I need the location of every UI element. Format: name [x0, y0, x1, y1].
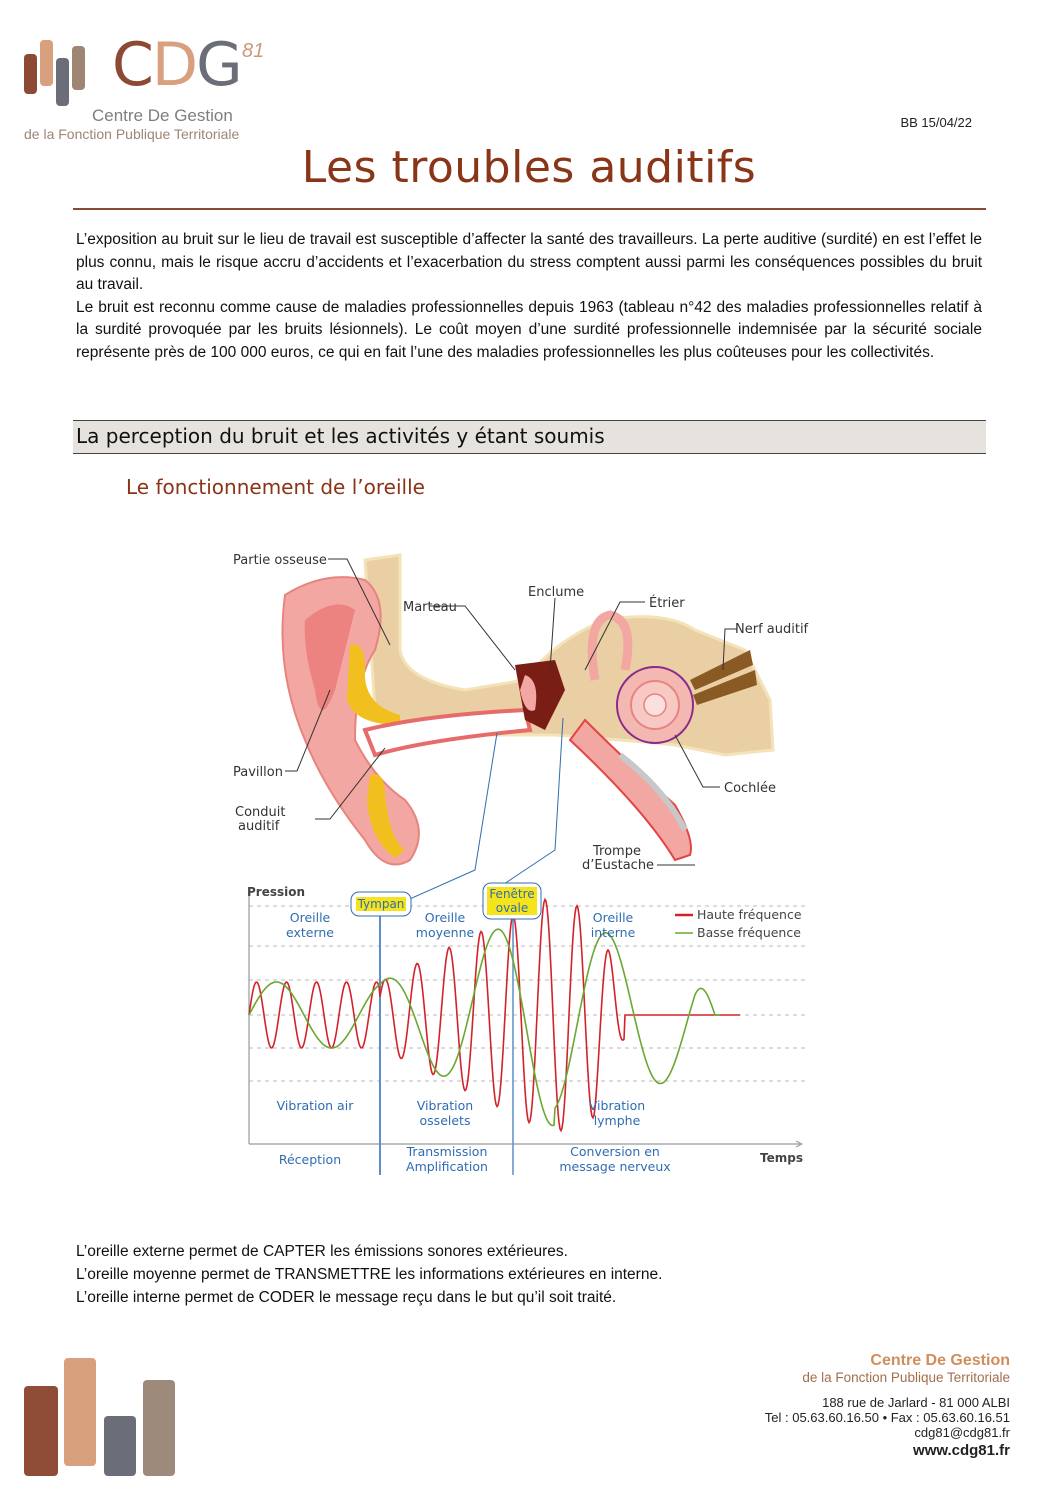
fenetre-label-2: ovale [495, 901, 529, 915]
phase-conversion-2: message nerveux [559, 1159, 671, 1174]
label-cochlee: Cochlée [724, 781, 777, 796]
logo-wordmark: CDG [112, 30, 241, 100]
logo-number: 81 [242, 40, 265, 62]
label-pavillon: Pavillon [233, 765, 283, 780]
zone-interne-2: interne [590, 925, 636, 940]
legend-haute-frequence: Haute fréquence [697, 907, 802, 922]
page-title: Les troubles auditifs [301, 142, 757, 193]
ear-illustration [233, 553, 809, 910]
section-heading: La perception du bruit et les activités y étant soumis [76, 424, 605, 448]
zone-interne-1: Oreille [592, 910, 634, 925]
logo-line-2: de la Fonction Publique Territoriale [24, 126, 240, 142]
section-heading-bar [73, 420, 986, 454]
intro-text [76, 229, 982, 365]
summary-line-3: L’oreille interne permet de CODER le message reçu dans le but qu’il soit traité. [76, 1289, 617, 1306]
vibration-externe: Vibration air [276, 1098, 354, 1113]
logo-bar-3 [56, 58, 69, 106]
footer-bar-4 [143, 1380, 175, 1476]
vibration-moyenne-1: Vibration [416, 1098, 474, 1113]
zone-externe-2: externe [286, 925, 334, 940]
intro-paragraph-1: L’exposition au bruit sur le lieu de travail est susceptible d’affecter la santé des travailleurs. La perte auditive (surdité) en est l’effet le plus connu, mais le risque accru d’accidents et l’exacerbation du stress comptent aussi parmi les conséquences possibles du bruit au travail. [76, 231, 982, 294]
footer-contact [765, 1352, 1010, 1459]
label-partie-osseuse: Partie osseuse [233, 553, 327, 568]
phase-reception: Réception [278, 1152, 342, 1167]
ear-summary [76, 1240, 662, 1309]
footer-org-subtitle: de la Fonction Publique Territoriale [802, 1370, 1010, 1385]
vibration-interne-1: Vibration [588, 1098, 646, 1113]
footer-website[interactable]: www.cdg81.fr [913, 1442, 1010, 1459]
document-reference: BB 15/04/22 [900, 115, 972, 130]
title-divider [73, 208, 986, 210]
ear-function-figure [225, 540, 815, 1180]
label-nerf-auditif: Nerf auditif [735, 622, 809, 637]
y-axis-label: Pression [247, 885, 306, 899]
logo-bar-1 [24, 54, 37, 94]
summary-line-1: L’oreille externe permet de CAPTER les émissions sonores extérieures. [76, 1243, 568, 1260]
cochlea-core [644, 694, 666, 716]
legend-basse-frequence: Basse fréquence [697, 925, 801, 940]
label-conduit-2: auditif [238, 819, 280, 834]
cdg81-logo [22, 30, 272, 146]
chart-legend [675, 907, 802, 940]
label-conduit-1: Conduit [235, 805, 286, 820]
fenetre-label-1: Fenêtre [489, 887, 535, 901]
footer-bar-2 [64, 1358, 96, 1466]
label-trompe-1: Trompe [593, 844, 641, 859]
footer-email[interactable]: cdg81@cdg81.fr [914, 1425, 1010, 1440]
x-axis-label: Temps [760, 1151, 803, 1165]
label-enclume: Enclume [528, 585, 585, 600]
footer-bar-1 [24, 1386, 58, 1476]
intro-paragraph-2: Le bruit est reconnu comme cause de maladies professionnelles depuis 1963 (tableau n°42 des maladies professionnelles relatif à la surdité provoquée par les bruits lésionnels). Le coût moyen d’une surdité professionnelle indemnisée par la sécurité sociale représente près de 100 000 euros, ce qui en fait l’une des maladies professionnelles les plus coûteuses pour les collectivités. [76, 298, 982, 361]
footer-address: 188 rue de Jarlard - 81 000 ALBI [822, 1395, 1010, 1410]
fenetre-ovale-marker [483, 883, 541, 919]
pressure-chart [247, 883, 805, 1175]
zone-moyenne-1: Oreille [424, 910, 466, 925]
footer-phone-fax: Tel : 05.63.60.16.50 • Fax : 05.63.60.16.51 [764, 1410, 1010, 1425]
tympan-label: Tympan [357, 897, 405, 911]
footer-org-name: Centre De Gestion [870, 1352, 1010, 1369]
summary-line-2: L’oreille moyenne permet de TRANSMETTRE les informations extérieures en interne. [76, 1266, 663, 1283]
zone-moyenne-2: moyenne [415, 925, 475, 940]
phase-transmission: Transmission [406, 1144, 488, 1159]
footer-logo-bars [22, 1356, 182, 1478]
phase-conversion-1: Conversion en [570, 1144, 660, 1159]
logo-bar-2 [40, 40, 53, 86]
logo-line-1: Centre De Gestion [92, 106, 233, 125]
logo-bar-4 [72, 46, 85, 90]
subsection-heading: Le fonctionnement de l’oreille [126, 475, 425, 499]
vibration-moyenne-2: osselets [419, 1113, 471, 1128]
label-marteau: Marteau [403, 600, 457, 615]
vibration-interne-2: lymphe [593, 1113, 641, 1128]
zone-externe-1: Oreille [289, 910, 331, 925]
phase-amplification: Amplification [406, 1159, 488, 1174]
label-trompe-2: d’Eustache [582, 858, 655, 873]
series-basse-frequence [249, 929, 720, 1125]
tympan-marker [351, 892, 411, 916]
label-etrier: Étrier [649, 596, 685, 611]
footer-bar-3 [104, 1416, 136, 1476]
